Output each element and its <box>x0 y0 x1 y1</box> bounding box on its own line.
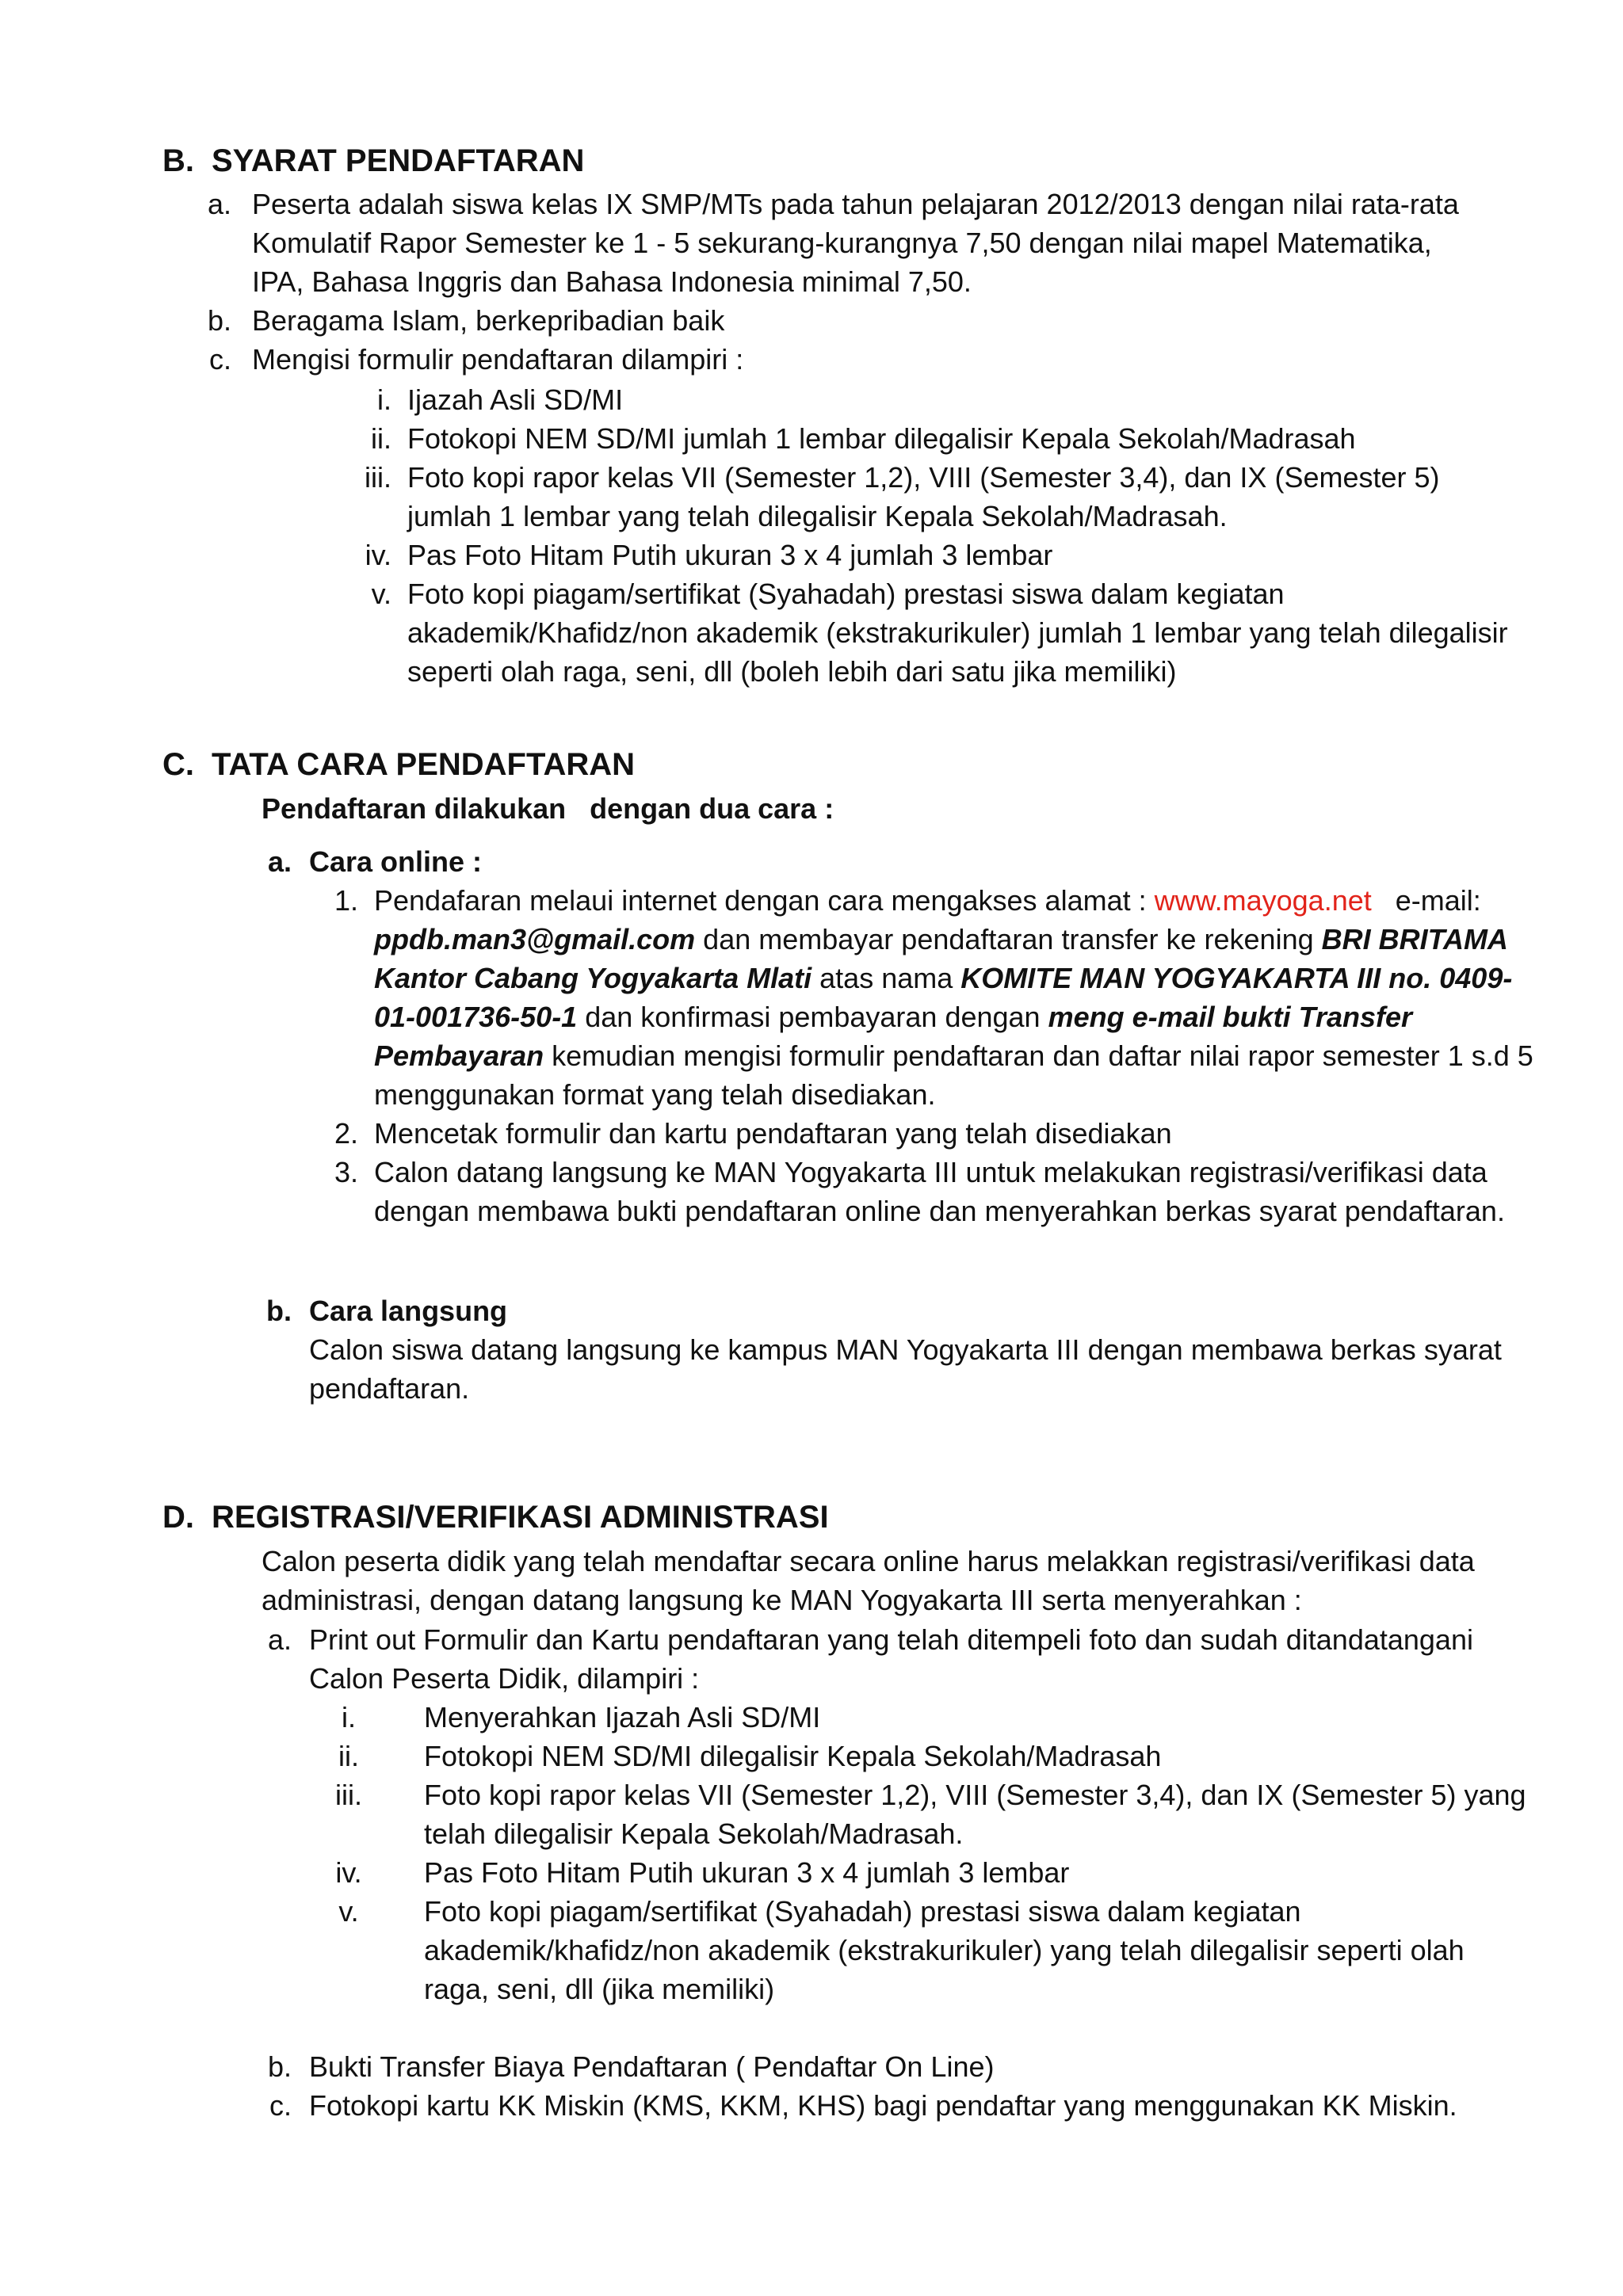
sublist-item <box>338 1737 1533 1775</box>
list-item-text: Menyerahkan Ijazah Asli SD/MI <box>424 1701 821 1733</box>
list-marker: 1. <box>334 884 358 917</box>
online-step-1 <box>334 881 1539 1114</box>
direct-text: Calon siswa datang langsung ke kampus MAN Yogyakarta III dengan membawa berkas syarat pendaftaran. <box>309 1333 1502 1405</box>
list-item-text: Mengisi formulir pendaftaran dilampiri : <box>252 343 744 376</box>
list-item-text: Bukti Transfer Biaya Pendaftaran ( Pendaftar On Line) <box>309 2050 995 2083</box>
section-d-intro: Calon peserta didik yang telah mendaftar secara online harus melakkan registrasi/verifikasi data administrasi, dengan datang langsung ke MAN Yogyakarta III serta menyerahkan : <box>262 1545 1475 1616</box>
section-c-direct <box>266 1291 1506 1408</box>
list-marker: iii. <box>365 461 391 494</box>
list-item <box>267 2047 1553 2086</box>
list-marker: v. <box>338 1895 359 1928</box>
step1-text-6: kemudian mengisi formulir pendaftaran dan daftar nilai rapor semester 1 s.d 5 menggunakan format yang telah disediakan. <box>374 1039 1533 1111</box>
list-item <box>267 1620 1529 1698</box>
sublist-item <box>365 458 1517 536</box>
list-item-text: Foto kopi rapor kelas VII (Semester 1,2), VIII (Semester 3,4), dan IX (Semester 5) jumlah 1 lembar yang telah dilegalisir Kepala Sekolah/Madrasah. <box>407 461 1440 532</box>
list-marker: c. <box>269 2089 292 2122</box>
list-item-text: Pas Foto Hitam Putih ukuran 3 x 4 jumlah 3 lembar <box>407 539 1053 571</box>
online-steps <box>334 881 1539 1230</box>
list-marker: c. <box>208 343 231 376</box>
sublist-item <box>338 1892 1533 2008</box>
step1-text-3: dan membayar pendaftaran transfer ke rekening <box>695 923 1322 955</box>
section-b-heading <box>162 141 584 181</box>
sublist-item <box>335 1853 1533 1892</box>
list-item <box>207 185 1488 301</box>
online-step-text <box>374 881 1539 1114</box>
list-item-text: Fotokopi NEM SD/MI jumlah 1 lembar dilegalisir Kepala Sekolah/Madrasah <box>407 422 1356 455</box>
step1-text-5: dan konfirmasi pembayaran dengan <box>577 1001 1048 1033</box>
section-c-heading <box>162 745 635 784</box>
list-item-text: Peserta adalah siswa kelas IX SMP/MTs pada tahun pelajaran 2012/2013 dengan nilai rata-rata Komulatif Rapor Semester ke 1 - 5 sekurang-kurangnya 7,50 dengan nilai mapel Matematika, IPA, Bahasa Inggris dan Bahasa Indonesia minimal 7,50. <box>252 188 1459 298</box>
section-c-letter: C. <box>162 747 194 782</box>
online-step-text: Calon datang langsung ke MAN Yogyakarta III untuk melakukan registrasi/verifikasi data dengan membawa bukti pendaftaran online dan menyerahkan berkas syarat pendaftaran. <box>374 1156 1505 1227</box>
list-marker: i. <box>377 383 391 416</box>
online-step-text: Mencetak formulir dan kartu pendaftaran yang telah disediakan <box>374 1117 1172 1150</box>
list-item-text: Fotokopi NEM SD/MI dilegalisir Kepala Sekolah/Madrasah <box>424 1740 1162 1772</box>
sublist-item <box>371 419 1517 458</box>
list-marker: i. <box>342 1701 356 1733</box>
account-name: KOMITE MAN YOGYAKARTA III no. 0409-01-001736-50-1 <box>374 962 1513 1033</box>
step1-text-1: Pendafaran melaui internet dengan cara mengakses alamat : <box>374 884 1155 917</box>
list-marker: iv. <box>365 539 391 571</box>
list-marker: v. <box>371 578 391 610</box>
list-marker: b. <box>207 304 231 337</box>
list-marker: ii. <box>338 1740 359 1772</box>
section-d-heading <box>162 1497 829 1537</box>
website-link[interactable]: www.mayoga.net <box>1154 884 1372 917</box>
section-b-title: SYARAT PENDAFTARAN <box>212 143 585 178</box>
sublist-item <box>377 380 1517 419</box>
list-item <box>207 301 1488 340</box>
sublist-item <box>342 1698 1533 1737</box>
step1-text-4: atas nama <box>812 962 961 994</box>
list-item <box>269 2086 1553 2125</box>
list-item-text: Foto kopi rapor kelas VII (Semester 1,2), VIII (Semester 3,4), dan IX (Semester 5) yang telah dilegalisir Kepala Sekolah/Madrasah. <box>424 1779 1526 1850</box>
list-marker: b. <box>266 1295 292 1327</box>
online-label: Cara online : <box>309 845 483 878</box>
list-item-text: Beragama Islam, berkepribadian baik <box>252 304 725 337</box>
section-d-title: REGISTRASI/VERIFIKASI ADMINISTRASI <box>212 1500 829 1535</box>
section-d-list-a <box>267 1620 1529 1698</box>
list-item-text: Foto kopi piagam/sertifikat (Syahadah) prestasi siswa dalam kegiatan akademik/Khafidz/non akademik (ekstrakurikuler) jumlah 1 lembar yang telah dilegalisir seperti olah raga, seni, dll (boleh lebih dari satu jika memiliki) <box>407 578 1508 688</box>
section-c-intro: Pendaftaran dilakukan dengan dua cara : <box>262 792 834 825</box>
list-marker: iii. <box>335 1779 362 1811</box>
list-marker: iv. <box>335 1856 362 1889</box>
sublist-item <box>365 536 1517 574</box>
online-heading <box>267 842 1529 881</box>
list-item-text: Ijazah Asli SD/MI <box>407 383 624 416</box>
list-marker: 2. <box>334 1117 358 1150</box>
online-step-3 <box>334 1153 1539 1230</box>
list-marker: a. <box>267 845 292 878</box>
sublist-item <box>371 574 1517 691</box>
bank-name: BRI BRITAMA Kantor Cabang Yogyakarta Mlati <box>374 923 1507 994</box>
list-item-text: Foto kopi piagam/sertifikat (Syahadah) prestasi siswa dalam kegiatan akademik/khafidz/non akademik (ekstrakurikuler) yang telah dilegalisir seperti olah raga, seni, dll (jika memiliki) <box>424 1895 1465 2005</box>
list-marker: 3. <box>334 1156 358 1188</box>
email-address: ppdb.man3@gmail.com <box>374 923 696 955</box>
section-d-list-bc <box>267 2047 1553 2125</box>
section-d-letter: D. <box>162 1500 194 1535</box>
section-b-list <box>207 185 1488 379</box>
list-marker: a. <box>267 1623 292 1656</box>
section-b-letter: B. <box>162 143 194 178</box>
direct-label: Cara langsung <box>309 1295 508 1327</box>
list-item <box>208 340 1488 379</box>
confirm-instruction: meng e-mail bukti Transfer Pembayaran <box>374 1001 1413 1072</box>
section-c-online <box>267 842 1529 881</box>
list-marker: ii. <box>371 422 391 455</box>
list-marker: b. <box>267 2050 292 2083</box>
online-step-2 <box>334 1114 1539 1153</box>
list-item-text: Print out Formulir dan Kartu pendaftaran yang telah ditempeli foto dan sudah ditandatangani Calon Peserta Didik, dilampiri : <box>309 1623 1473 1695</box>
step1-text-2: e-mail: <box>1371 884 1489 917</box>
list-marker: a. <box>207 188 231 220</box>
list-item-text: Pas Foto Hitam Putih ukuran 3 x 4 jumlah 3 lembar <box>424 1856 1070 1889</box>
section-d-sublist <box>335 1698 1533 2008</box>
direct-heading <box>266 1291 1506 1330</box>
sublist-item <box>335 1775 1533 1853</box>
section-b-sublist <box>365 380 1517 691</box>
section-c-title: TATA CARA PENDAFTARAN <box>212 747 636 782</box>
list-item-text: Fotokopi kartu KK Miskin (KMS, KKM, KHS) bagi pendaftar yang menggunakan KK Miskin. <box>309 2089 1457 2122</box>
